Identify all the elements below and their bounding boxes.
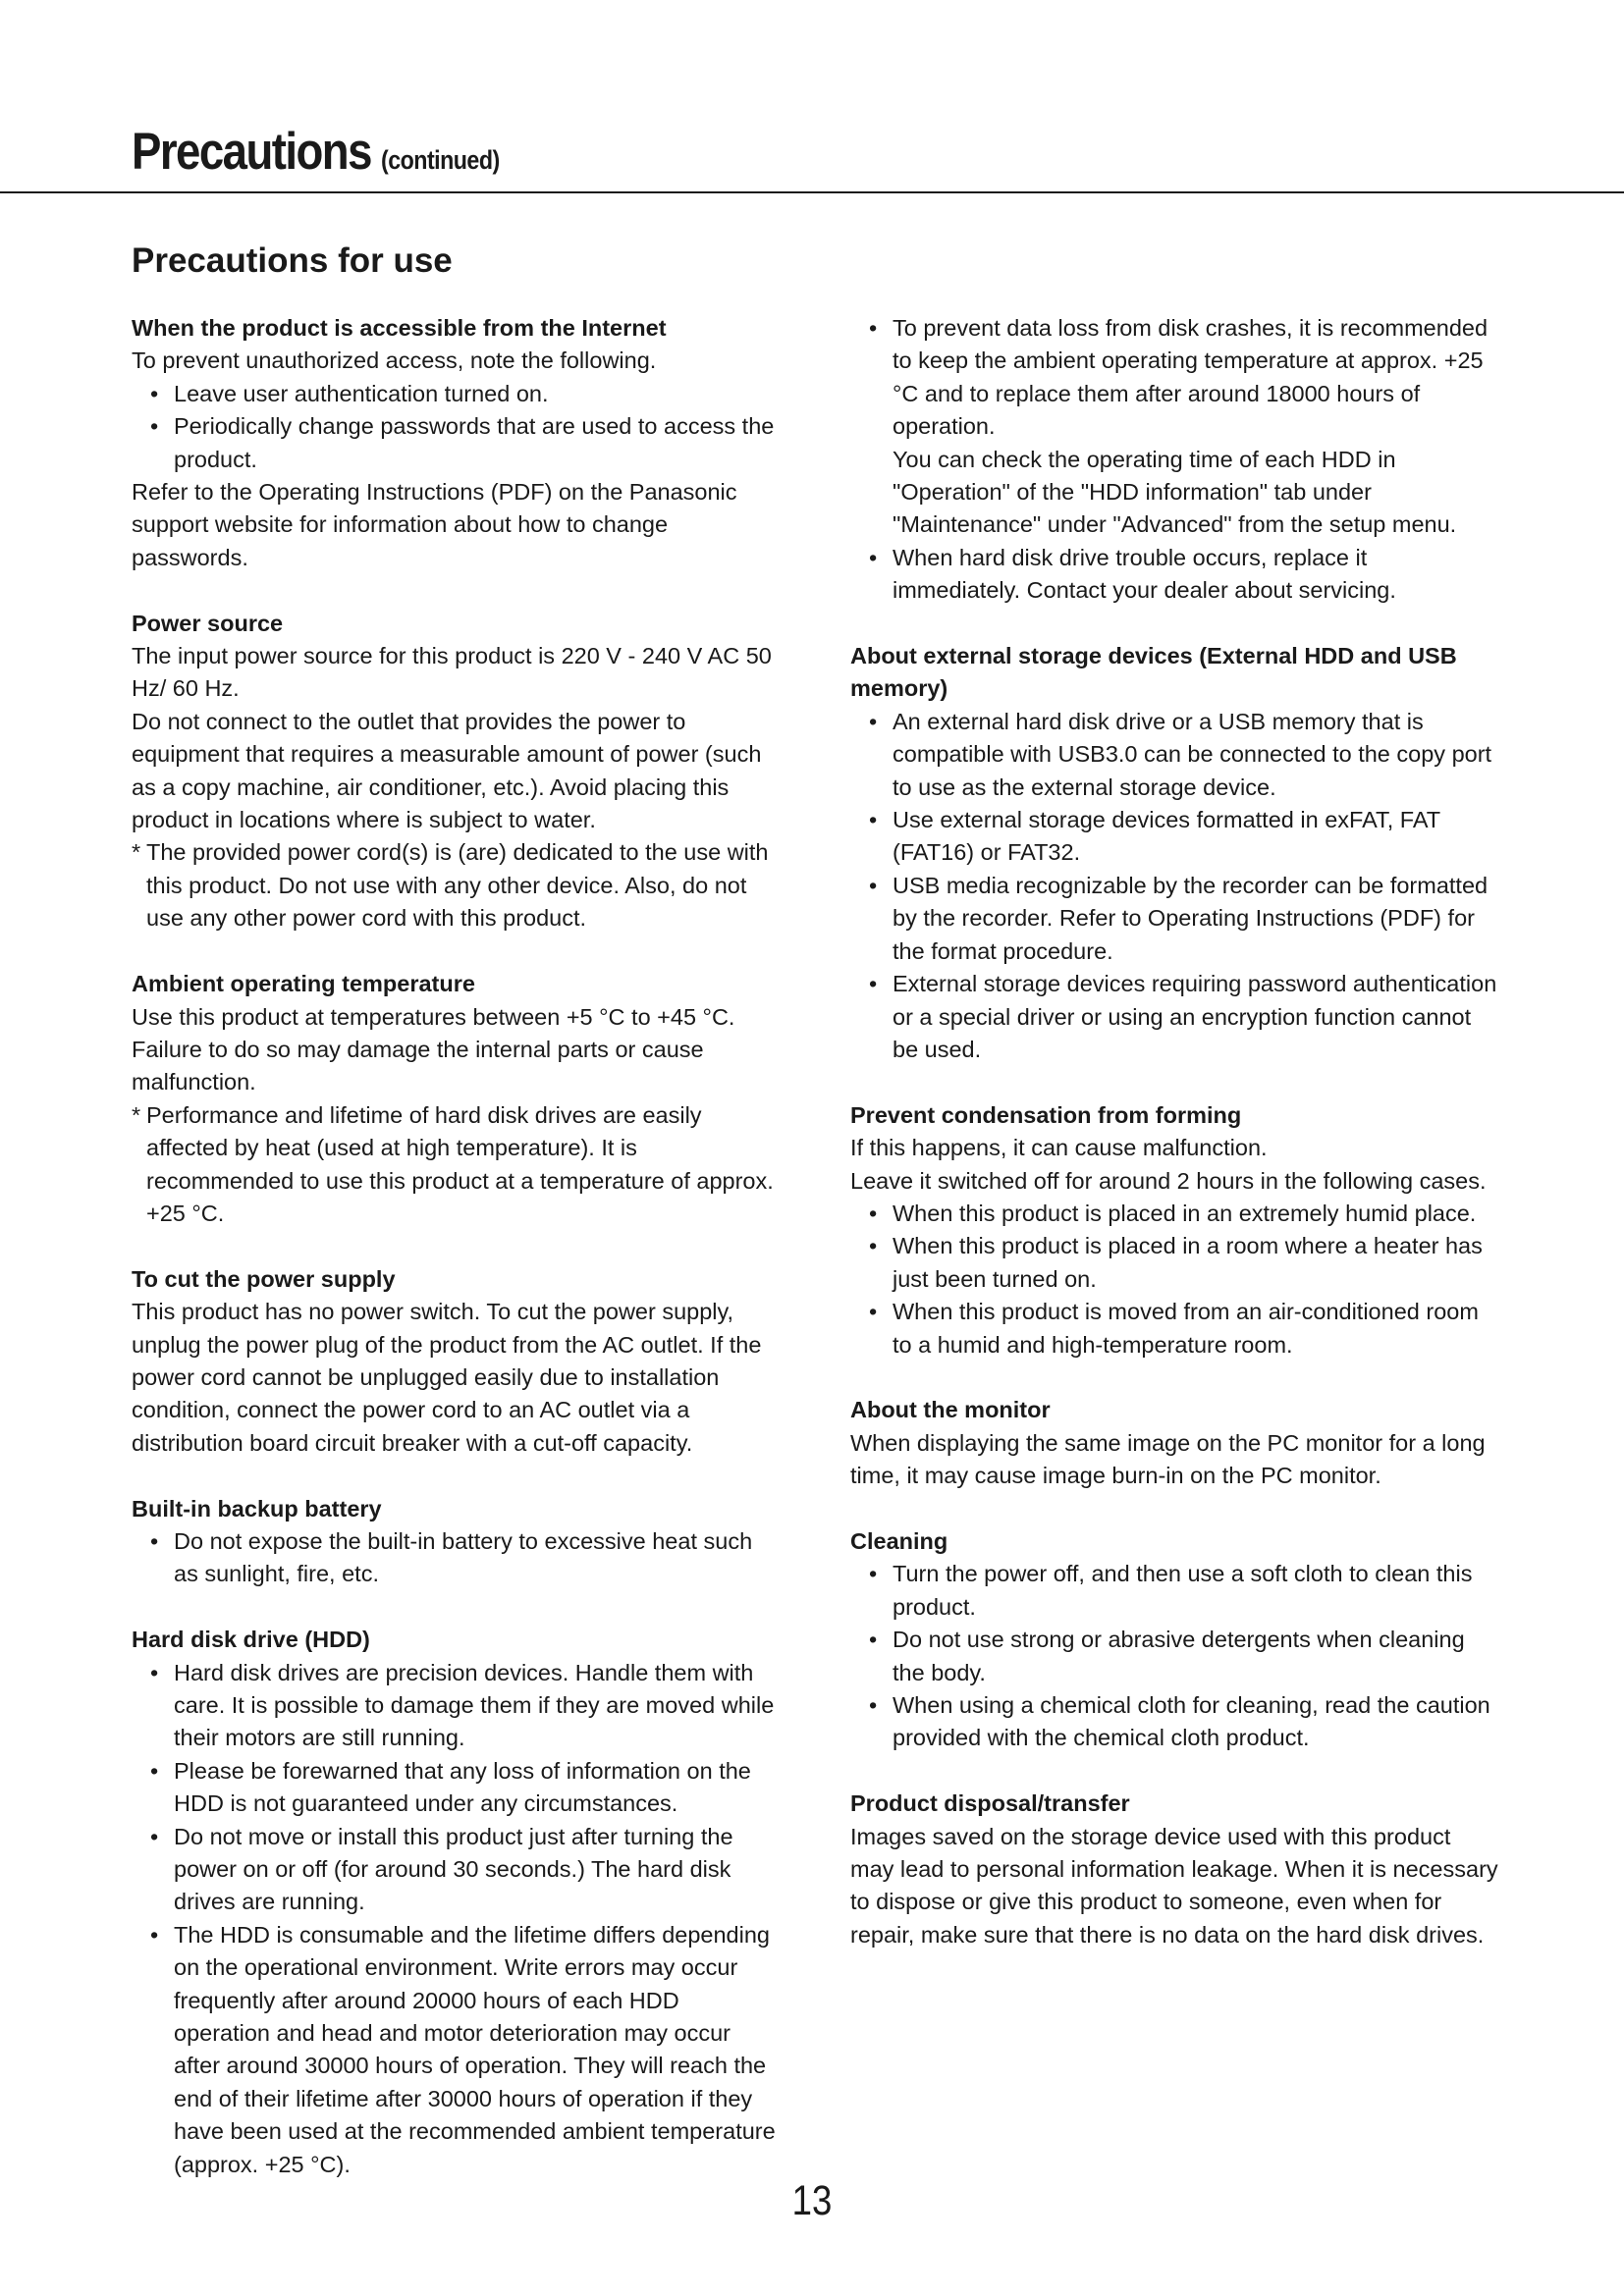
content-block (132, 968, 780, 1230)
footnote-text: Performance and lifetime of hard disk drives are easily affected by heat (used at high temperature). It is recommended to use this product at a temperature of approx. +25 °C. (146, 1101, 774, 1226)
list-item-text: Do not expose the built-in battery to excessive heat such as sunlight, fire, etc. (174, 1527, 753, 1587)
header-rule (0, 191, 1624, 193)
bullet-icon: • (869, 544, 878, 570)
list-item (850, 542, 1498, 608)
list-item-text: When using a chemical cloth for cleaning, read the caution provided with the chemical cloth product. (893, 1692, 1490, 1751)
paragraph: Leave it switched off for around 2 hours in the following cases. (850, 1167, 1487, 1194)
content-block (132, 1493, 780, 1591)
bullet-list (850, 1558, 1498, 1754)
bullet-icon: • (869, 1299, 878, 1325)
asterisk-icon: * (132, 1101, 141, 1128)
content-block (132, 1263, 780, 1460)
list-item-text: You can check the operating time of each HDD in "Operation" of the "HDD information" tab under "Maintenance" under "Advanced" from the setup menu. (893, 446, 1457, 538)
paragraph: If this happens, it can cause malfunction. (850, 1135, 1268, 1161)
list-item (132, 410, 780, 476)
footnote (132, 1099, 780, 1231)
content-block (850, 640, 1498, 1066)
list-item (850, 1296, 1498, 1362)
bullet-icon: • (869, 807, 878, 833)
bullet-icon: • (150, 1659, 159, 1685)
content-block (850, 1394, 1498, 1492)
bullet-icon: • (869, 971, 878, 997)
bullet-icon: • (869, 708, 878, 734)
list-item-text: When this product is placed in an extremely humid place. (893, 1200, 1477, 1226)
list-item-text: An external hard disk drive or a USB memory that is compatible with USB3.0 can be connected to the copy port to use as the external storage device. (893, 708, 1492, 800)
list-item-text: Do not use strong or abrasive detergents when cleaning the body. (893, 1627, 1465, 1685)
bullet-icon: • (869, 1627, 878, 1653)
block-heading: When the product is accessible from the Internet (132, 315, 667, 341)
list-item (132, 378, 780, 410)
list-item (850, 1558, 1498, 1624)
list-item (850, 1624, 1498, 1689)
block-heading: Built-in backup battery (132, 1495, 382, 1522)
content-block (132, 312, 780, 574)
list-item-text: Please be forewarned that any loss of information on the HDD is not guaranteed under any circumstances. (174, 1757, 751, 1817)
list-item (132, 1919, 780, 2181)
paragraph: To prevent unauthorized access, note the following. (132, 347, 657, 374)
bullet-icon: • (869, 872, 878, 898)
bullet-icon: • (869, 1692, 878, 1718)
list-item-text: Periodically change passwords that are used to access the product. (174, 413, 775, 472)
right-column (850, 312, 1498, 1985)
list-item-text: When this product is moved from an air-conditioned room to a humid and high-temperature room. (893, 1299, 1479, 1358)
footnote-text: The provided power cord(s) is (are) dedicated to the use with this product. Do not use with any other device. Also, do not use any other power cord with this product. (146, 839, 769, 932)
bullet-list (850, 706, 1498, 1066)
bullet-list (132, 1525, 780, 1591)
content-block (850, 1099, 1498, 1362)
content-block (132, 1624, 780, 2181)
list-item (850, 968, 1498, 1066)
list-item-text: Do not move or install this product just after turning the power on or off (for around 30 seconds.) The hard disk drives are running. (174, 1823, 733, 1915)
bullet-icon: • (150, 380, 159, 406)
list-item (850, 1198, 1498, 1230)
list-item-text: The HDD is consumable and the lifetime differs depending on the operational environment. Write errors may occur frequently after around 20000 hours of each HDD operation and head and motor deterioration may occur after around 30000 hours of operation. They will reach the end of their lifetime after 30000 hours of operation if they have been used at the recommended ambient temperature (approx. +25 °C). (174, 1921, 776, 2177)
block-heading: Cleaning (850, 1527, 948, 1554)
list-item (850, 706, 1498, 804)
block-heading: Power source (132, 610, 284, 636)
bullet-list (132, 1657, 780, 2182)
list-item-text: Turn the power off, and then use a soft cloth to clean this product. (893, 1561, 1473, 1620)
block-heading: Prevent condensation from forming (850, 1101, 1242, 1128)
list-item (850, 804, 1498, 870)
list-item (132, 1821, 780, 1919)
paragraph: When displaying the same image on the PC monitor for a long time, it may cause image burn-in on the PC monitor. (850, 1429, 1486, 1489)
bullet-icon: • (150, 1823, 159, 1849)
header-subtitle: (continued) (381, 145, 500, 175)
bullet-list (132, 378, 780, 476)
header-title: Precautions (132, 123, 371, 181)
block-heading: Ambient operating temperature (132, 971, 475, 997)
paragraph: The input power source for this product is 220 V - 240 V AC 50 Hz/ 60 Hz. (132, 643, 772, 702)
content-block (850, 1525, 1498, 1755)
list-item (850, 1230, 1498, 1296)
list-item-text: USB media recognizable by the recorder can be formatted by the recorder. Refer to Operating Instructions (PDF) for the format procedure. (893, 872, 1489, 964)
list-item-text: To prevent data loss from disk crashes, it is recommended to keep the ambient operating temperature at approx. +25 °C and to replace them after around 18000 hours of operation. (893, 315, 1489, 440)
list-item (850, 870, 1498, 968)
bullet-icon: • (150, 1527, 159, 1554)
block-heading: About the monitor (850, 1397, 1051, 1423)
list-item-text: Hard disk drives are precision devices. Handle them with care. It is possible to damage them if they are moved while their motors are still running. (174, 1659, 775, 1751)
paragraph: Do not connect to the outlet that provides the power to equipment that requires a measurable amount of power (such as a copy machine, air conditioner, etc.). Avoid placing this product in locations where is subject to water. (132, 708, 762, 833)
page-header (132, 122, 518, 182)
paragraph: This product has no power switch. To cut the power supply, unplug the power plug of the product from the AC outlet. If the power cord cannot be unplugged easily due to installation condition, connect the power cord to an AC outlet via a distribution board circuit breaker with a cut-off capacity. (132, 1299, 762, 1456)
list-item-text: Use external storage devices formatted in exFAT, FAT (FAT16) or FAT32. (893, 807, 1440, 866)
list-item-text: When hard disk drive trouble occurs, replace it immediately. Contact your dealer about servicing. (893, 544, 1396, 604)
list-item (850, 1689, 1498, 1755)
content-block (850, 312, 1498, 608)
list-item (132, 1525, 780, 1591)
block-heading: Product disposal/transfer (850, 1790, 1130, 1817)
page-number: 13 (791, 2177, 833, 2224)
left-column (132, 312, 780, 2214)
bullet-icon: • (150, 1757, 159, 1784)
bullet-icon: • (869, 1561, 878, 1587)
bullet-icon: • (150, 1921, 159, 1948)
bullet-icon: • (869, 1200, 878, 1226)
bullet-icon: • (150, 413, 159, 440)
list-item-text: Leave user authentication turned on. (174, 380, 549, 406)
list-item-text: When this product is placed in a room where a heater has just been turned on. (893, 1233, 1483, 1292)
paragraph: Use this product at temperatures between +5 °C to +45 °C. Failure to do so may damage the internal parts or cause malfunction. (132, 1003, 735, 1095)
footnote (132, 836, 780, 934)
list-item-text: External storage devices requiring password authentication or a special driver or using an encryption function cannot be used. (893, 971, 1497, 1062)
section-title: Precautions for use (132, 241, 453, 280)
list-item (850, 312, 1498, 542)
block-heading: Hard disk drive (HDD) (132, 1627, 370, 1653)
block-heading: About external storage devices (External HDD and USB memory) (850, 643, 1457, 702)
block-heading: To cut the power supply (132, 1265, 396, 1292)
list-item (132, 1755, 780, 1821)
content-block (132, 608, 780, 935)
bullet-list (850, 1198, 1498, 1362)
content-block (850, 1788, 1498, 1951)
paragraph: Refer to the Operating Instructions (PDF) on the Panasonic support website for information about how to change passwords. (132, 479, 737, 570)
bullet-icon: • (869, 1233, 878, 1259)
list-item (132, 1657, 780, 1755)
asterisk-icon: * (132, 839, 141, 866)
bullet-icon: • (869, 315, 878, 341)
bullet-list (850, 312, 1498, 608)
paragraph: Images saved on the storage device used with this product may lead to personal information leakage. When it is necessary to dispose or give this product to someone, even when for repair, make sure that there is no data on the hard disk drives. (850, 1823, 1498, 1948)
